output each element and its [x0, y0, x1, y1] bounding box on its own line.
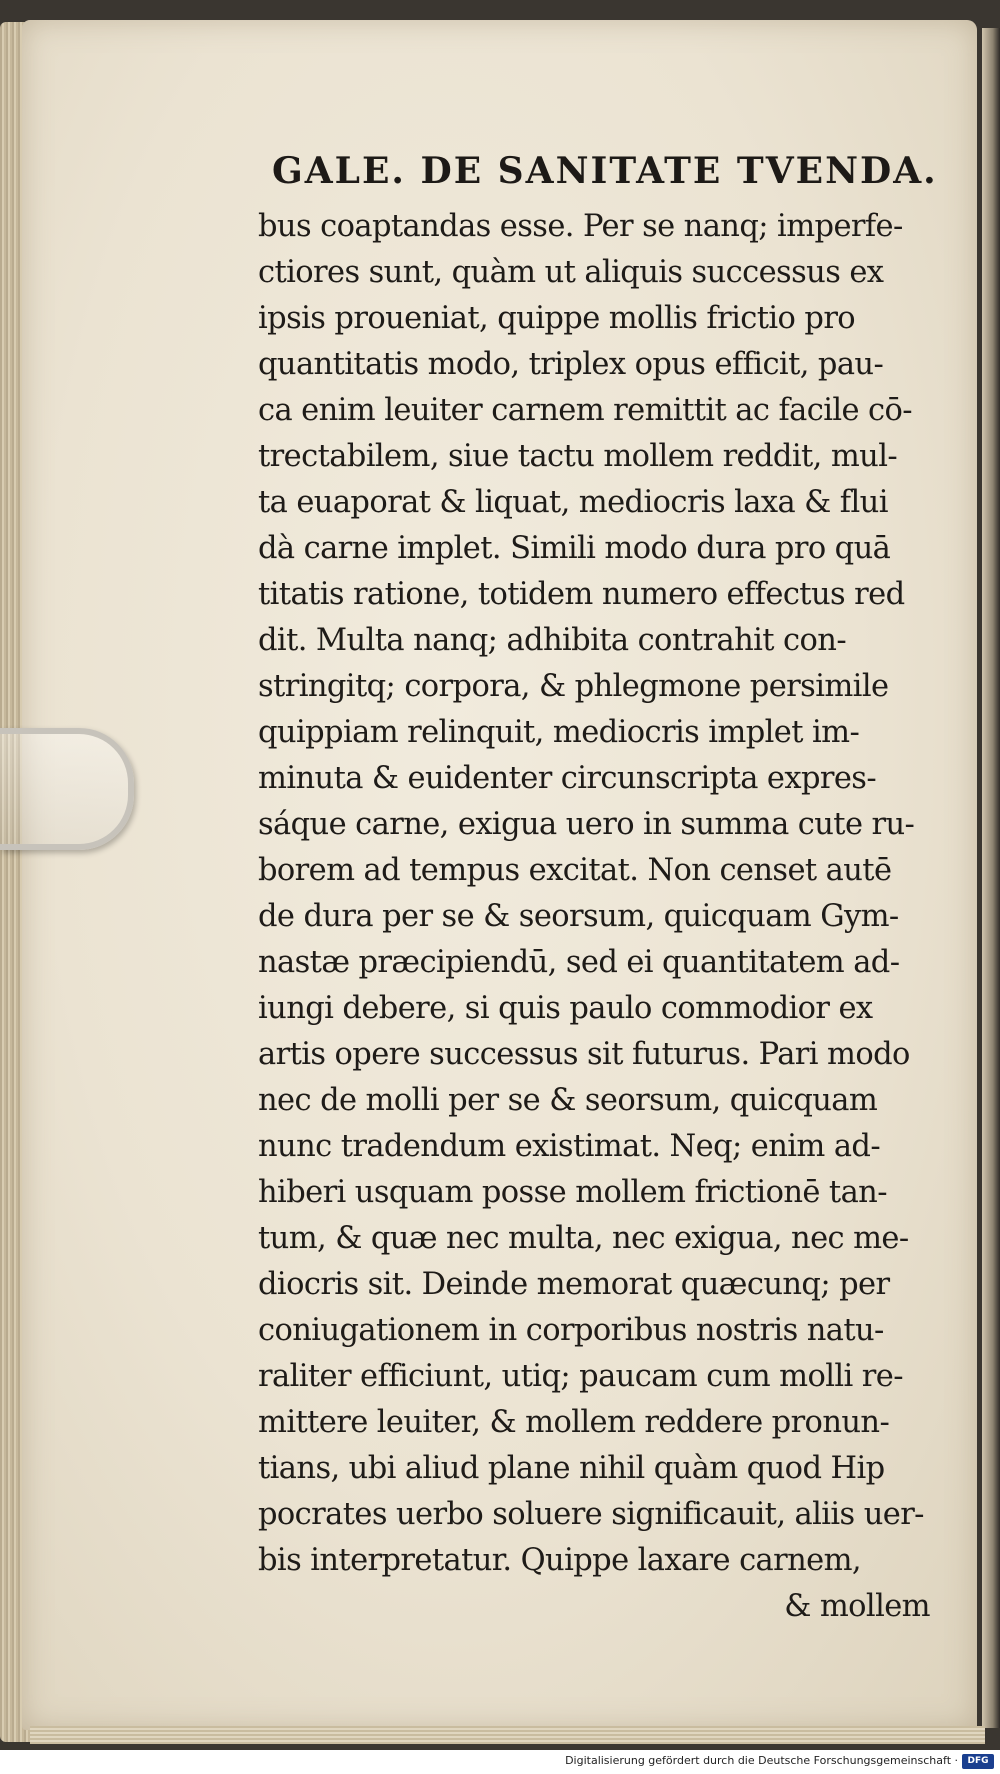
text-line: dit. Multa nanq; adhibita contrahit con-	[258, 623, 847, 658]
text-line: coniugationem in corporibus nostris natu-	[258, 1313, 884, 1348]
text-block	[258, 204, 930, 1630]
text-line: raliter efficiunt, utiq; paucam cum molli re-	[258, 1359, 903, 1394]
text-line: diocris sit. Deinde memorat quæcunq; per	[258, 1267, 890, 1302]
text-line: quantitatis modo, triplex opus efficit, pau-	[258, 347, 884, 382]
dfg-logo[interactable]: DFG	[962, 1754, 994, 1769]
footer-credit: Digitalisierung gefördert durch die Deutsche Forschungsgemeinschaft ·	[565, 1754, 958, 1767]
text-line: pocrates uerbo soluere significauit, aliis uer-	[258, 1497, 924, 1532]
text-line: mittere leuiter, & mollem reddere pronun-	[258, 1405, 890, 1440]
text-line: minuta & euidenter circunscripta expres-	[258, 761, 877, 796]
footer-bar	[0, 1750, 1000, 1774]
text-line: ipsis proueniat, quippe mollis frictio pro	[258, 301, 856, 336]
text-line: titatis ratione, totidem numero effectus red	[258, 577, 905, 612]
text-line: tians, ubi aliud plane nihil quàm quod Hip	[258, 1451, 885, 1486]
page-clip	[0, 728, 134, 850]
text-line: ctiores sunt, quàm ut aliquis successus ex	[258, 255, 884, 290]
text-line: quippiam relinquit, mediocris implet im-	[258, 715, 860, 750]
text-line: hiberi usquam posse mollem frictionē tan-	[258, 1175, 887, 1210]
page-bottom-edges	[30, 1726, 985, 1744]
text-line: trectabilem, siue tactu mollem reddit, mul-	[258, 439, 898, 474]
text-line: de dura per se & seorsum, quicquam Gym-	[258, 899, 899, 934]
catchword: & mollem	[784, 1589, 930, 1624]
text-line: sáque carne, exigua uero in summa cute ru-	[258, 807, 915, 842]
running-head: GALE. DE SANITATE TVENDA.	[272, 150, 938, 192]
text-line: iungi debere, si quis paulo commodior ex	[258, 991, 873, 1026]
text-line: dà carne implet. Simili modo dura pro quā	[258, 531, 891, 566]
text-line: ta euaporat & liquat, mediocris laxa & flui	[258, 485, 888, 520]
text-line: bis interpretatur. Quippe laxare carnem,	[258, 1543, 862, 1578]
text-line: tum, & quæ nec multa, nec exigua, nec me-	[258, 1221, 909, 1256]
text-line: stringitq; corpora, & phlegmone persimile	[258, 669, 889, 704]
text-line: ca enim leuiter carnem remittit ac facile cō-	[258, 393, 913, 428]
text-line: bus coaptandas esse. Per se nanq; imperfe-	[258, 209, 903, 244]
book-gutter	[982, 28, 1000, 1728]
text-line: nastæ præcipiendū, sed ei quantitatem ad-	[258, 945, 900, 980]
text-line: artis opere successus sit futurus. Pari modo	[258, 1037, 910, 1072]
text-line: nunc tradendum existimat. Neq; enim ad-	[258, 1129, 881, 1164]
text-line: borem ad tempus excitat. Non censet autē	[258, 853, 892, 888]
text-line: nec de molli per se & seorsum, quicquam	[258, 1083, 878, 1118]
